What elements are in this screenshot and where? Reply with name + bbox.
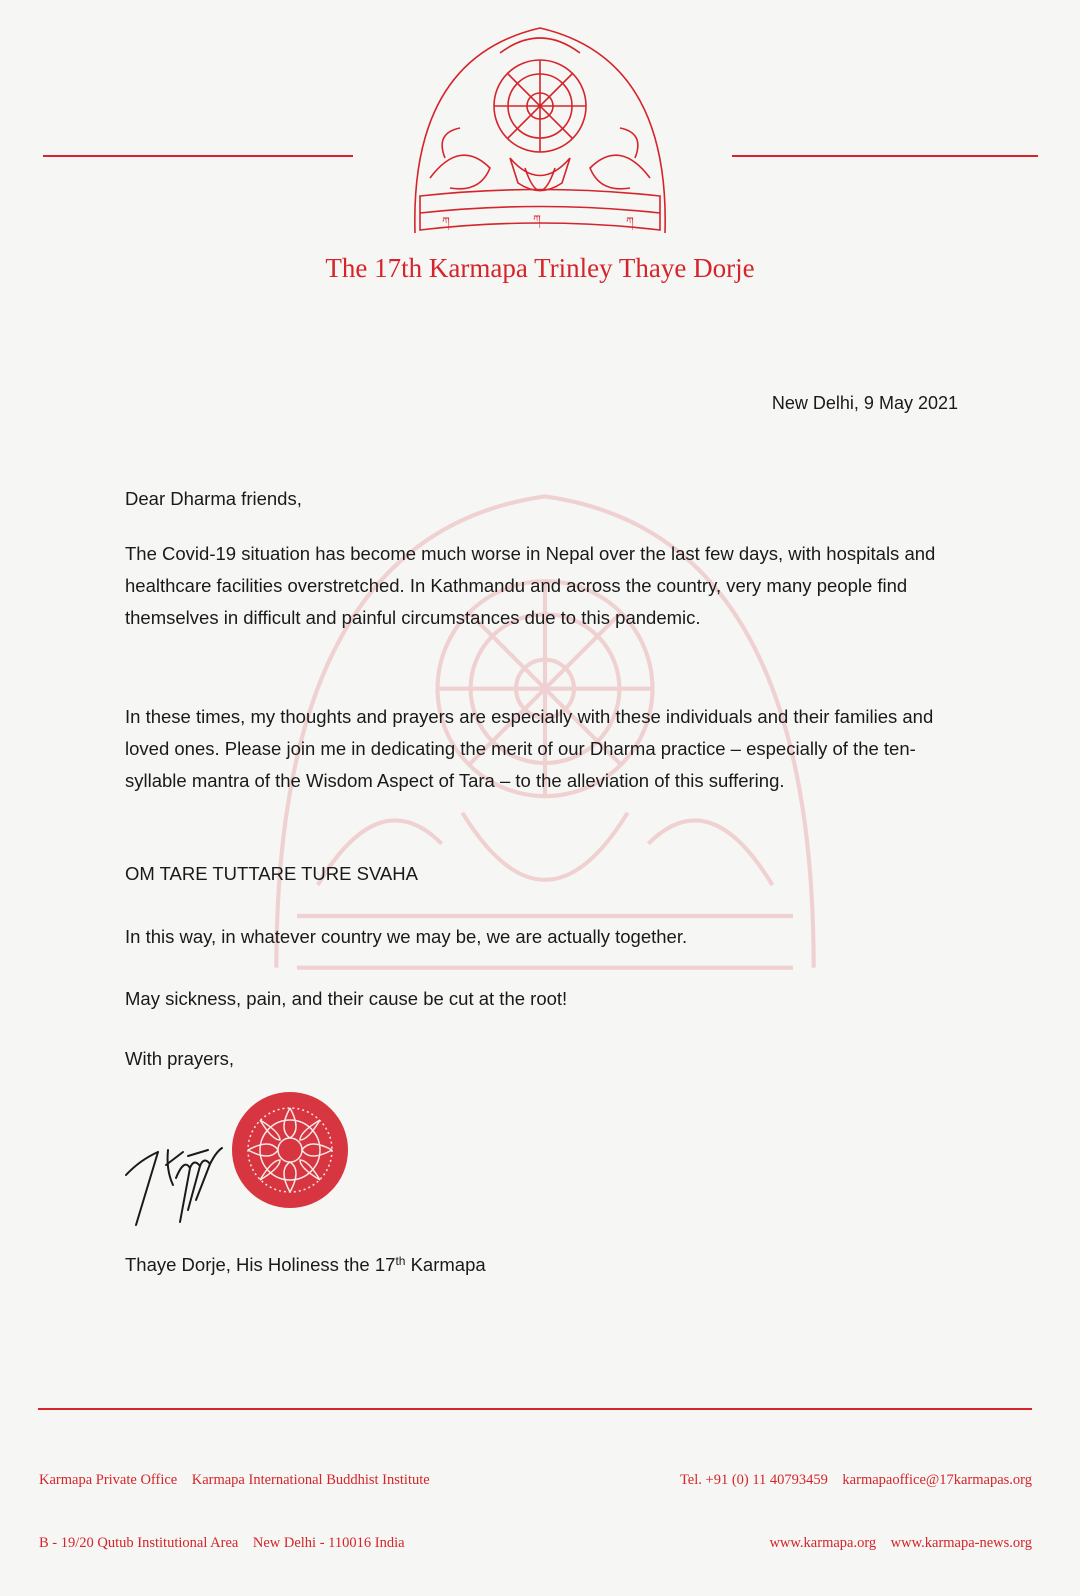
svg-text:ཀ: ཀ bbox=[626, 216, 634, 228]
header-rule-left bbox=[43, 155, 353, 157]
paragraph-prayers: In these times, my thoughts and prayers are especially with these individuals and their families and loved ones. Please join me in dedicating the merit of our Dharma practice – especially of the ten-syllable mantra of the Wisdom Aspect of Tara – to the alleviation of this suffering. bbox=[125, 706, 934, 791]
karmapa-crown-emblem-icon bbox=[390, 18, 690, 238]
paragraph-covid: The Covid-19 situation has become much worse in Nepal over the last few days, with hospitals and healthcare facilities overstretched. In Kathmandu and across the country, very many people find themselves in difficult and painful circumstances due to this pandemic. bbox=[125, 543, 936, 628]
signatory-name: Thaye Dorje, His Holiness the 17 bbox=[125, 1254, 396, 1275]
signatory bbox=[125, 1249, 975, 1281]
red-seal-stamp-icon bbox=[230, 1090, 350, 1210]
svg-text:ཀ: ཀ bbox=[442, 216, 450, 228]
footer-address bbox=[39, 1428, 430, 1596]
footer-address-line: B - 19/20 Qutub Institutional Area New Delhi - 110016 India bbox=[39, 1535, 405, 1551]
wish-line: May sickness, pain, and their cause be cut at the root! bbox=[125, 988, 568, 1009]
date-line: New Delhi, 9 May 2021 bbox=[771, 393, 958, 413]
signatory-ordinal-suffix: th bbox=[395, 1254, 406, 1268]
signatory-title: Karmapa bbox=[405, 1254, 486, 1275]
footer-phone-email-line[interactable]: Tel. +91 (0) 11 40793459 karmapaoffice@17karmapas.org bbox=[679, 1472, 1032, 1488]
closing: With prayers, bbox=[125, 1048, 234, 1069]
footer-rule bbox=[38, 1408, 1032, 1410]
footer-contact bbox=[680, 1428, 1032, 1596]
mantra: OM TARE TUTTARE TURE SVAHA bbox=[125, 863, 418, 884]
handwritten-signature-icon bbox=[118, 1130, 233, 1240]
together-line: In this way, in whatever country we may be, we are actually together. bbox=[125, 926, 688, 947]
greeting: Dear Dharma friends, bbox=[125, 488, 302, 509]
svg-text:ཀ: ཀ bbox=[533, 214, 541, 226]
footer-office-line: Karmapa Private Office Karmapa International Buddhist Institute bbox=[39, 1472, 430, 1488]
header-rule-right bbox=[732, 155, 1038, 157]
footer-websites-line[interactable]: www.karmapa.org www.karmapa-news.org bbox=[769, 1535, 1032, 1551]
organization-title: The 17th Karmapa Trinley Thaye Dorje bbox=[325, 253, 755, 283]
